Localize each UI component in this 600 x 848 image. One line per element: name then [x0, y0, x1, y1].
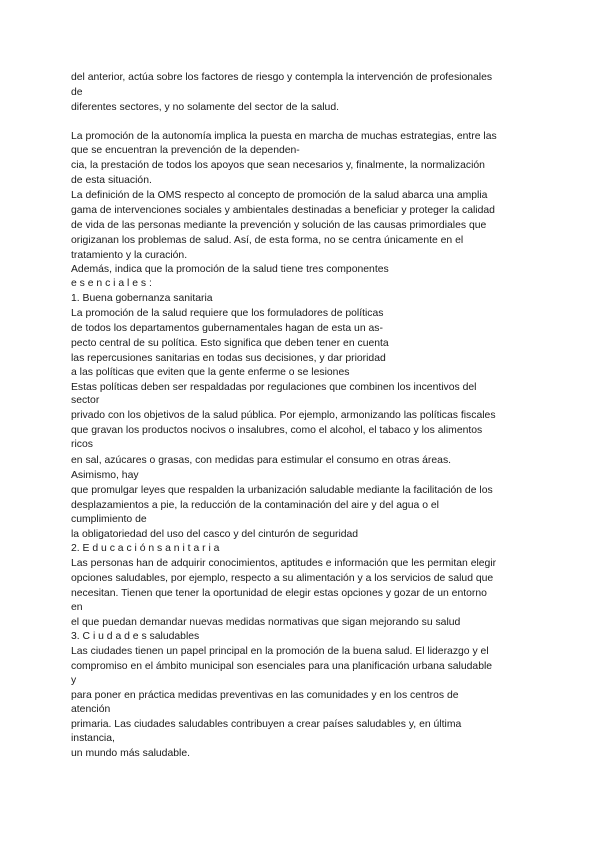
text-line: Asimismo, hay — [71, 470, 139, 481]
text-line: instancia, — [71, 733, 115, 744]
section-heading: 3. C i u d a d e s saludables — [71, 631, 200, 642]
text-line: sector — [71, 395, 100, 406]
text-line: un mundo más saludable. — [71, 748, 190, 759]
text-line: privado con los objetivos de la salud pública. Por ejemplo, armonizando las políticas fiscales — [71, 410, 496, 421]
section-heading: 2. E d u c a c i ó n s a n i t a r i a — [71, 543, 220, 554]
text-line: las repercusiones sanitarias en todas sus decisiones, y dar prioridad — [71, 353, 386, 364]
text-line: de esta situación. — [71, 175, 152, 186]
text-line: atención — [71, 704, 111, 715]
text-line: a las políticas que eviten que la gente enferme o se lesiones — [71, 367, 350, 378]
text-line: La promoción de la salud requiere que los formuladores de políticas — [71, 308, 384, 319]
text-line: que se encuentran la prevención de la dependen- — [71, 145, 300, 156]
text-line: Las ciudades tienen un papel principal en la promoción de la buena salud. El liderazgo y el — [71, 646, 489, 657]
text-line: e s e n c i a l e s : — [71, 278, 152, 289]
text-line: diferentes sectores, y no solamente del sector de la salud. — [71, 102, 339, 113]
text-line: gama de intervenciones sociales y ambientales destinadas a beneficiar y proteger la calidad — [71, 205, 495, 216]
text-line: ricos — [71, 439, 93, 450]
text-line: cumplimiento de — [71, 514, 147, 525]
text-line: de — [71, 87, 83, 98]
text-line: del anterior, actúa sobre los factores de riesgo y contempla la intervención de profesionales — [71, 72, 493, 83]
text-line: que gravan los productos nocivos o insalubres, como el alcohol, el tabaco y los alimentos — [71, 425, 483, 436]
text-line: y — [71, 675, 77, 686]
text-line: en — [71, 602, 83, 613]
text-line: La promoción de la autonomía implica la puesta en marcha de muchas estrategias, entre las — [71, 131, 497, 142]
text-line: de vida de las personas mediante la prevención y solución de las causas primordiales que — [71, 220, 487, 231]
text-line: Las personas han de adquirir conocimientos, aptitudes e información que les permitan elegir — [71, 558, 497, 569]
text-line: origizanan los problemas de salud. Así, de esta forma, no se centra únicamente en el — [71, 235, 464, 246]
text-line: en sal, azúcares o grasas, con medidas para estimular el consumo en otras áreas. — [71, 455, 452, 466]
text-line: pecto central de su política. Esto significa que deben tener en cuenta — [71, 338, 389, 349]
text-line: de todos los departamentos gubernamentales hagan de esta un as- — [71, 323, 383, 334]
text-line: tratamiento y la curación. — [71, 250, 188, 261]
text-line: compromiso en el ámbito municipal son esenciales para una planificación urbana saludable — [71, 661, 493, 672]
text-line: para poner en práctica medidas preventivas en las comunidades y en los centros de — [71, 690, 459, 701]
text-line: La definición de la OMS respecto al concepto de promoción de la salud abarca una amplia — [71, 190, 488, 201]
text-line: cia, la prestación de todos los apoyos que sean necesarios y, finalmente, la normalización — [71, 160, 485, 171]
text-line: primaria. Las ciudades saludables contribuyen a crear países saludables y, en última — [71, 719, 462, 730]
text-line: Además, indica que la promoción de la salud tiene tres componentes — [71, 264, 389, 275]
section-heading: 1. Buena gobernanza sanitaria — [71, 293, 213, 304]
text-line: la obligatoriedad del uso del casco y del cinturón de seguridad — [71, 529, 359, 540]
text-line: necesitan. Tienen que tener la oportunidad de elegir estas opciones y gozar de un entorno — [71, 588, 487, 599]
text-line: que promulgar leyes que respalden la urbanización saludable mediante la facilitación de los — [71, 485, 493, 496]
text-line: Estas políticas deben ser respaldadas por regulaciones que combinen los incentivos del — [71, 382, 477, 393]
text-line: el que puedan demandar nuevas medidas normativas que sigan mejorando su salud — [71, 617, 461, 628]
text-line: desplazamientos a pie, la reducción de la contaminación del aire y del agua o el — [71, 500, 439, 511]
text-line: opciones saludables, por ejemplo, respecto a su alimentación y a los servicios de salud que — [71, 573, 494, 584]
